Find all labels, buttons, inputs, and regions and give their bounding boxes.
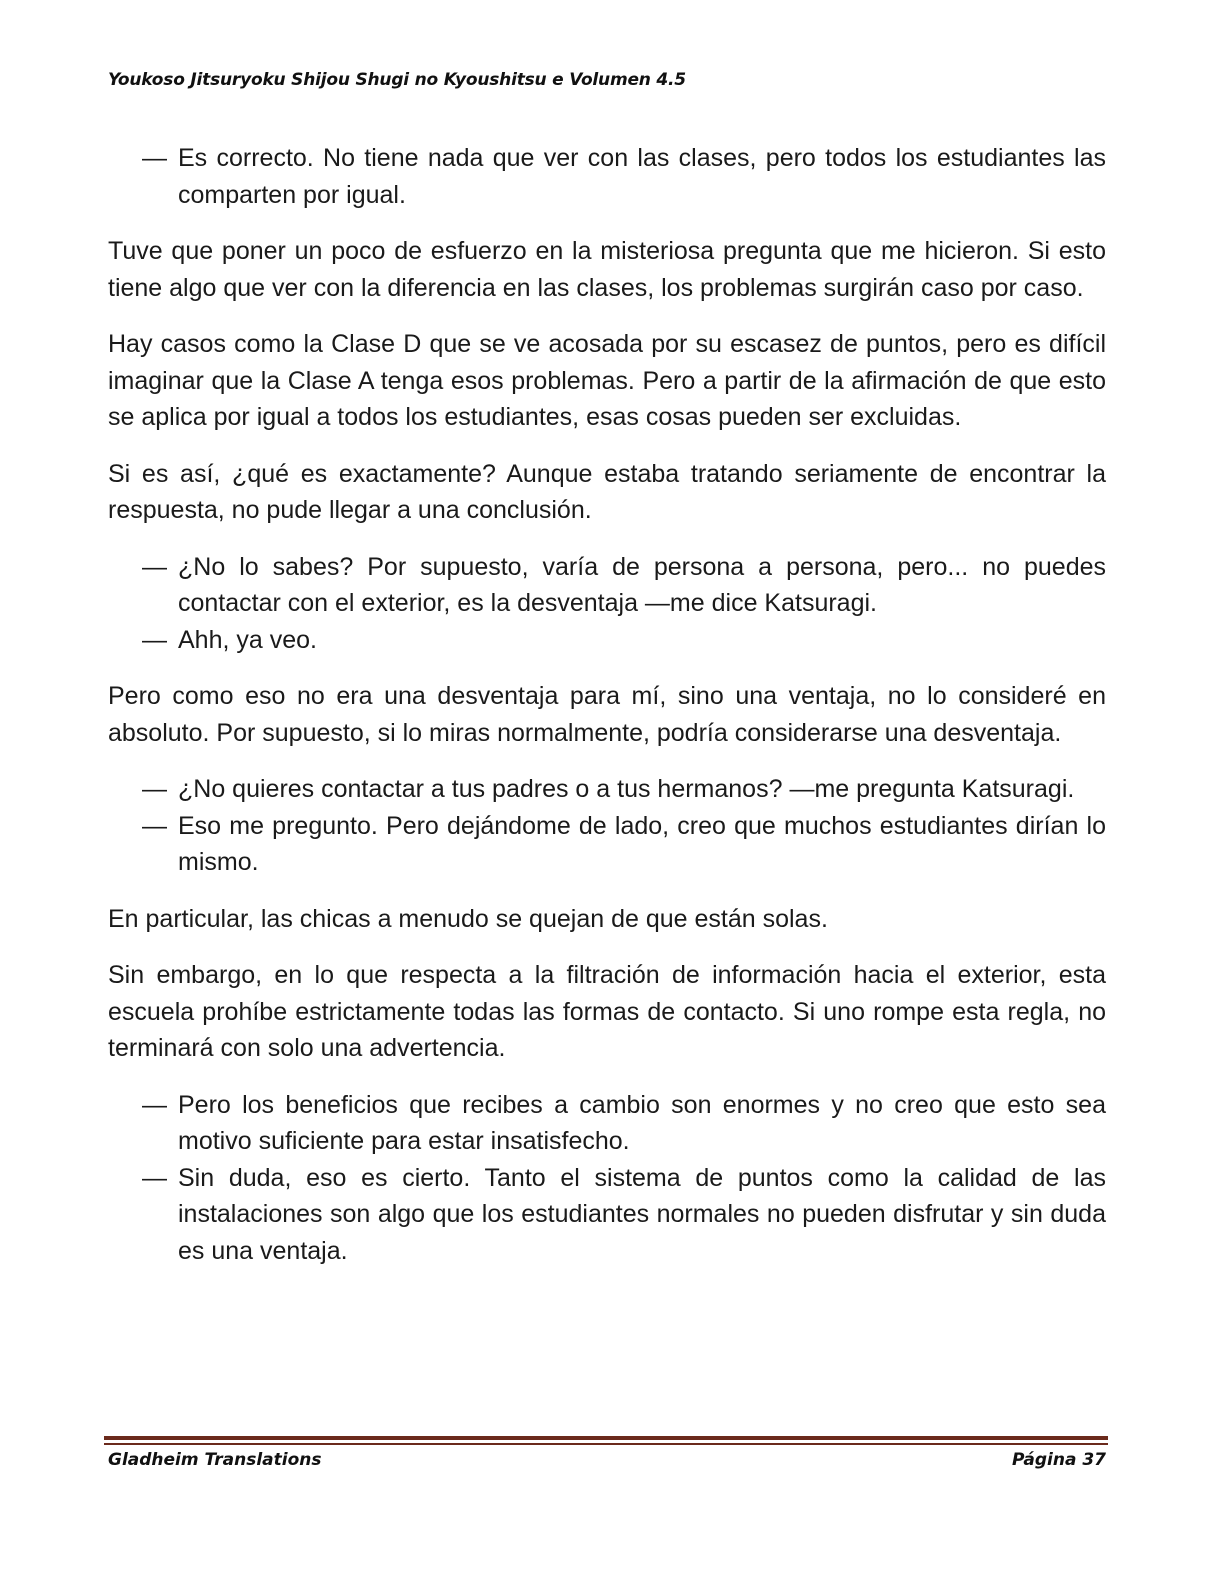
footer-divider-thin: [104, 1443, 1108, 1445]
dialogue-line: — ¿No quieres contactar a tus padres o a tus hermanos? —me pregunta Katsuragi.: [178, 771, 1106, 808]
paragraph: Sin embargo, en lo que respecta a la filtración de información hacia el exterior, esta escuela prohíbe estrictamente todas las formas de contacto. Si uno rompe esta regla, no terminará con solo una advertencia.: [108, 961, 1106, 1062]
paragraph: Si es así, ¿qué es exactamente? Aunque estaba tratando seriamente de encontrar la respuesta, no pude llegar a una conclusión.: [108, 459, 1106, 524]
paragraph: Tuve que poner un poco de esfuerzo en la misteriosa pregunta que me hicieron. Si esto tiene algo que ver con la diferencia en las clases, los problemas surgirán caso por caso.: [108, 237, 1106, 302]
dialogue-line: — Pero los beneficios que recibes a cambio son enormes y no creo que esto sea motivo suficiente para estar insatisfecho.: [178, 1087, 1106, 1160]
dialogue-group: [108, 771, 1106, 881]
dialogue-line: — Eso me pregunto. Pero dejándome de lado, creo que muchos estudiantes dirían lo mismo.: [178, 808, 1106, 881]
dialogue-line: — Es correcto. No tiene nada que ver con las clases, pero todos los estudiantes las comparten por igual.: [178, 140, 1106, 213]
dialogue-group: [108, 1087, 1106, 1270]
dialogue-line: — ¿No lo sabes? Por supuesto, varía de persona a persona, pero... no puedes contactar con el exterior, es la desventaja —me dice Katsuragi.: [178, 549, 1106, 622]
em-dash: —: [142, 625, 167, 654]
em-dash: —: [142, 775, 167, 803]
running-header: Youkoso Jitsuryoku Shijou Shugi no Kyoushitsu e Volumen 4.5: [108, 70, 686, 90]
paragraph: Hay casos como la Clase D que se ve acosada por su escasez de puntos, pero es difícil imaginar que la Clase A tenga esos problemas. Pero a partir de la afirmación de que esto se aplica por igual a todos los estudiantes, esas cosas pueden ser excluidas.: [108, 330, 1106, 431]
paragraph: Pero como eso no era una desventaja para mí, sino una ventaja, no lo consideré en absoluto. Por supuesto, si lo miras normalmente, podría considerarse una desventaja.: [108, 682, 1106, 747]
em-dash: —: [142, 811, 167, 840]
em-dash: —: [142, 1090, 167, 1119]
dialogue-group: [108, 549, 1106, 659]
paragraph: En particular, las chicas a menudo se quejan de que están solas.: [108, 904, 828, 933]
page-body: [108, 140, 1106, 1289]
em-dash: —: [142, 552, 167, 581]
dialogue-line: — Sin duda, eso es cierto. Tanto el sistema de puntos como la calidad de las instalaciones son algo que los estudiantes normales no pueden disfrutar y sin duda es una ventaja.: [178, 1160, 1106, 1270]
footer-divider-thick: [104, 1436, 1108, 1440]
em-dash: —: [142, 144, 167, 172]
dialogue-line: — Ahh, ya veo.: [178, 622, 1106, 659]
em-dash: —: [142, 1163, 167, 1192]
page-number: Página 37: [1012, 1450, 1106, 1470]
dialogue-group: [108, 140, 1106, 213]
footer-publisher: Gladheim Translations: [108, 1450, 322, 1470]
